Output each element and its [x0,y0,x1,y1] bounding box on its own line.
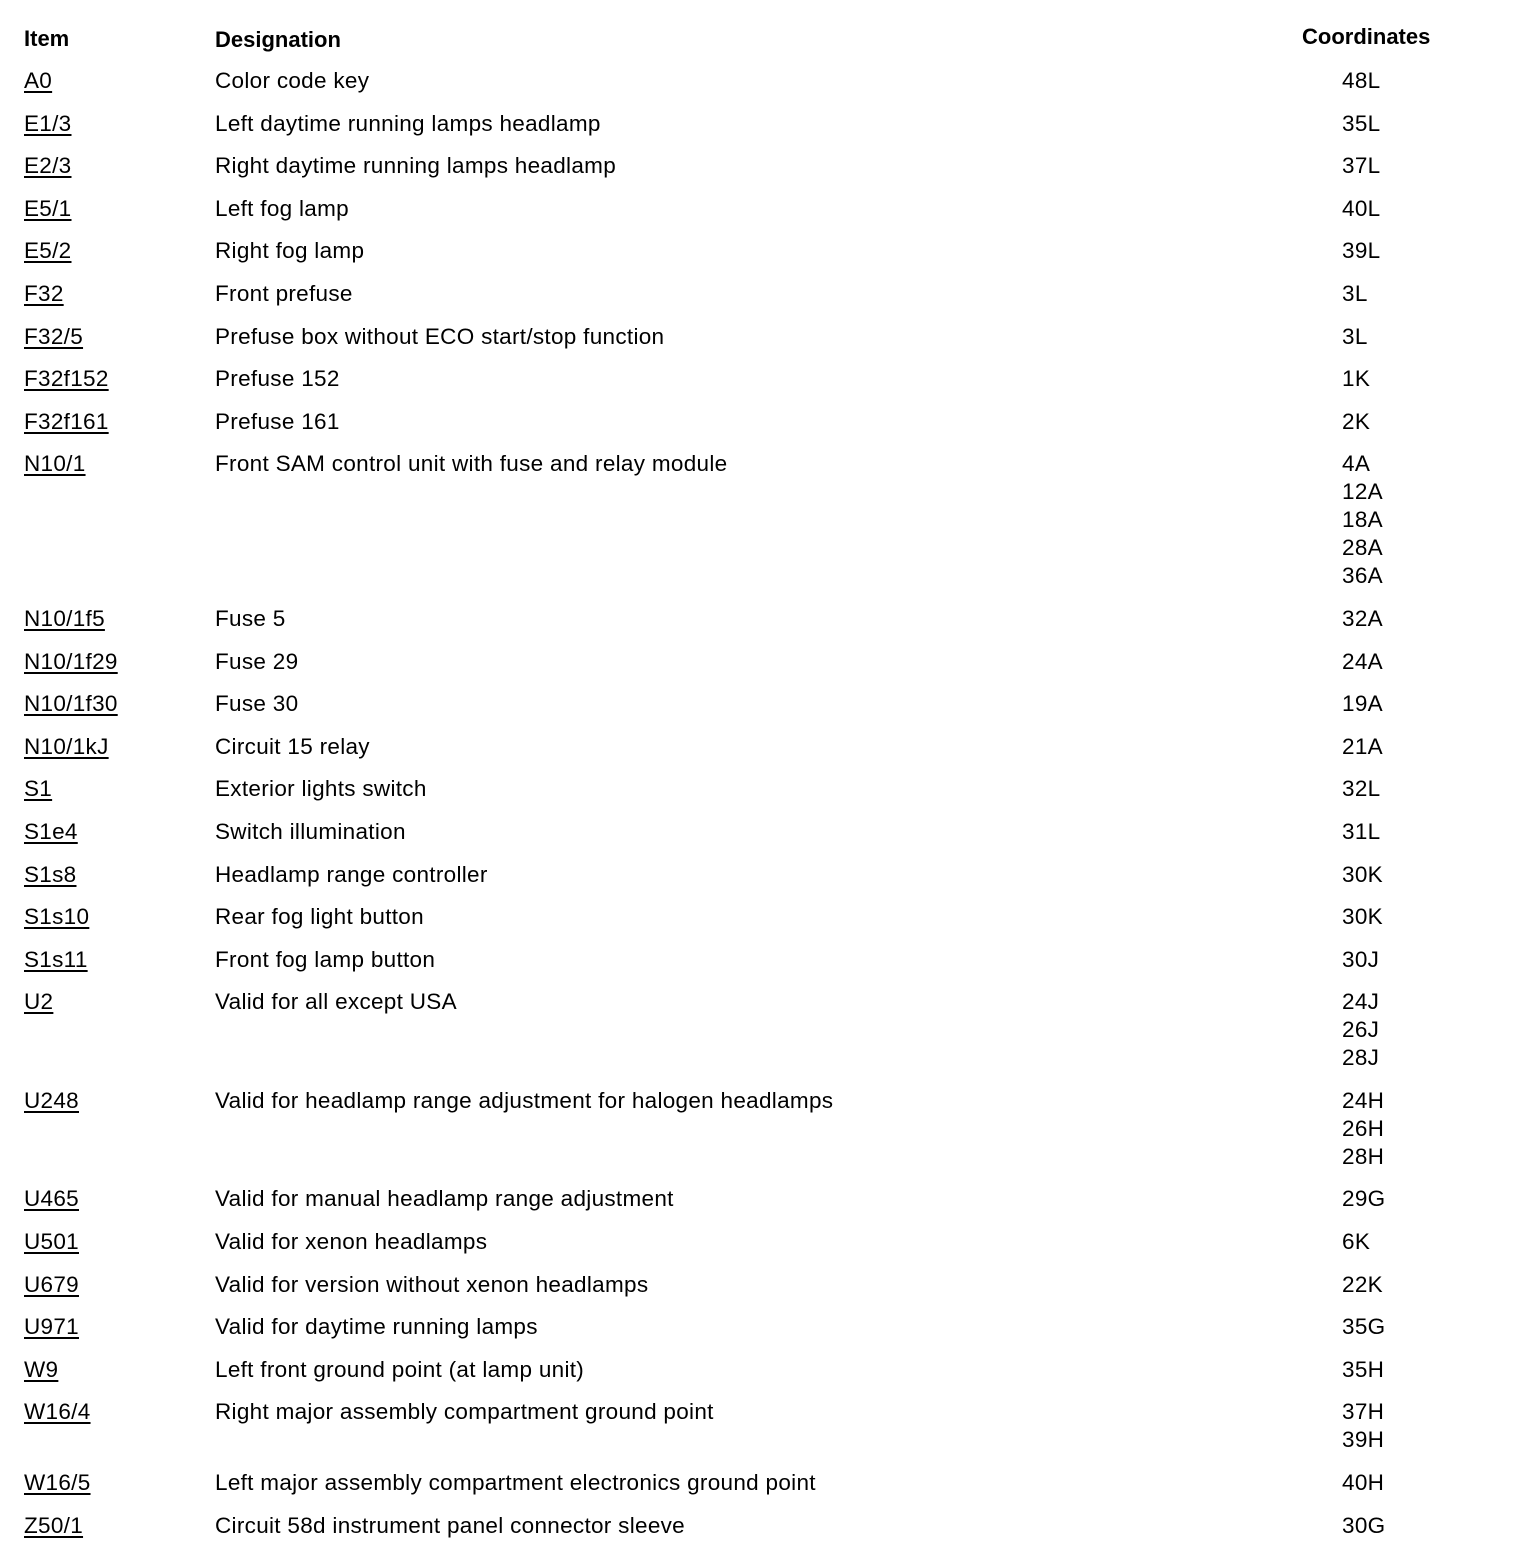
coordinate-value: 12A [1342,479,1383,505]
header-item: Item [24,26,70,51]
header-designation: Designation [215,27,341,52]
coordinates-cell [1342,818,1380,846]
table-row [0,1178,1520,1221]
coordinate-value: 22K [1342,1271,1383,1297]
designation-text: Right major assembly compartment ground point [215,1399,714,1425]
item-link[interactable]: Z50/1 [24,1512,84,1538]
coordinate-value: 39L [1342,238,1381,264]
coordinate-value: 19A [1342,691,1383,717]
table-row [0,316,1520,359]
coordinates-cell [1342,775,1380,803]
coordinate-value: 35H [1342,1356,1385,1382]
coordinate-value: 35L [1342,110,1381,136]
designation-text: Fuse 30 [215,691,299,717]
table-row [0,981,1520,1080]
item-link[interactable]: N10/1f30 [24,691,118,717]
designation-text: Valid for headlamp range adjustment for halogen headlamps [215,1087,834,1113]
designation-text: Front SAM control unit with fuse and relay module [215,451,728,477]
designation-text: Prefuse 152 [215,366,340,392]
table-row [0,273,1520,316]
item-link[interactable]: S1s11 [24,946,88,972]
table-row [0,641,1520,684]
coordinate-value: 24J [1342,989,1380,1015]
item-link[interactable]: E5/1 [24,195,72,221]
coordinate-value: 28H [1342,1143,1385,1169]
item-link[interactable]: F32 [24,280,64,306]
item-link[interactable]: E1/3 [24,110,72,136]
coordinates-cell [1342,690,1383,718]
coordinates-cell [1342,946,1379,974]
coordinate-value: 32L [1342,776,1381,802]
table-row [0,768,1520,811]
table-row [0,1349,1520,1392]
designation-text: Front prefuse [215,280,353,306]
designation-text: Valid for xenon headlamps [215,1229,488,1255]
coordinate-value: 31L [1342,818,1381,844]
item-link[interactable]: E5/2 [24,238,72,264]
table-row [0,230,1520,273]
coordinate-value: 18A [1342,507,1383,533]
coordinates-cell [1342,861,1383,889]
designation-text: Valid for manual headlamp range adjustment [215,1186,674,1212]
designation-text: Left major assembly compartment electronics ground point [215,1470,816,1496]
coordinate-value: 37H [1342,1399,1385,1425]
coordinates-cell [1342,1185,1385,1213]
coordinate-value: 4A [1342,451,1371,477]
coordinate-value: 28A [1342,535,1383,561]
table-row [0,854,1520,897]
table-row [0,103,1520,146]
item-link[interactable]: U679 [24,1271,79,1297]
coordinates-cell [1342,605,1383,633]
coordinate-value: 48L [1342,68,1381,93]
designation-text: Left front ground point (at lamp unit) [215,1356,585,1382]
coordinates-cell [1342,733,1383,761]
item-link[interactable]: U248 [24,1087,79,1113]
coordinate-value: 40L [1342,195,1381,221]
coordinate-value: 24H [1342,1087,1385,1113]
item-link[interactable]: N10/1kJ [24,733,109,759]
table-row [0,358,1520,401]
coordinate-value: 30G [1342,1512,1386,1538]
item-link[interactable]: N10/1f5 [24,605,105,631]
coordinate-value: 24A [1342,648,1383,674]
item-link[interactable]: W16/4 [24,1399,91,1425]
coordinates-cell [1342,67,1380,95]
designation-text: Front fog lamp button [215,946,436,972]
table-row [0,60,1520,103]
item-link[interactable]: U971 [24,1314,79,1340]
coordinates-cell [1342,152,1380,180]
coordinate-value: 30K [1342,861,1383,887]
header-coordinates: Coordinates [1302,24,1431,49]
coordinates-cell [1342,1087,1384,1171]
coordinate-value: 30J [1342,946,1380,972]
designation-text: Rear fog light button [215,904,424,930]
coordinate-value: 28J [1342,1045,1380,1071]
coordinate-value: 40H [1342,1470,1385,1496]
table-row [0,1505,1520,1548]
coordinates-cell [1342,1356,1384,1384]
designation-text: Left daytime running lamps headlamp [215,110,601,136]
designation-text: Valid for daytime running lamps [215,1314,538,1340]
table-row [0,1391,1520,1462]
table-row [0,811,1520,854]
table-row [0,1306,1520,1349]
designation-text: Prefuse 161 [215,408,340,434]
designation-text: Right fog lamp [215,238,365,264]
designation-text: Switch illumination [215,818,406,844]
item-link[interactable]: U465 [24,1186,79,1212]
coordinates-cell [1342,365,1370,393]
coordinate-value: 35G [1342,1314,1386,1340]
coordinate-value: 26H [1342,1115,1385,1141]
table-row [0,188,1520,231]
designation-text: Color code key [215,68,370,93]
coordinates-cell [1342,110,1380,138]
item-link[interactable]: N10/1f29 [24,648,118,674]
designation-text: Fuse 29 [215,648,299,674]
item-link[interactable]: F32/5 [24,323,84,349]
item-link[interactable]: S1e4 [24,818,78,844]
item-link[interactable]: S1s10 [24,904,90,930]
coordinate-value: 32A [1342,605,1383,631]
table-row [0,683,1520,726]
item-link[interactable]: W16/5 [24,1470,91,1496]
designation-text: Circuit 15 relay [215,733,370,759]
coordinate-value: 39H [1342,1427,1385,1453]
designation-text: Prefuse box without ECO start/stop function [215,323,665,349]
coordinates-cell [1342,903,1383,931]
table-row [0,939,1520,982]
table-row [0,443,1520,598]
coordinates-cell [1342,408,1370,436]
coordinate-value: 36A [1342,563,1383,589]
item-link[interactable]: E2/3 [24,153,72,179]
item-link[interactable]: U501 [24,1229,79,1255]
designation-text: Right daytime running lamps headlamp [215,153,617,179]
table-row [0,1462,1520,1505]
coordinate-value: 2K [1342,408,1371,434]
coordinates-cell [1342,988,1379,1072]
coordinate-value: 26J [1342,1017,1380,1043]
item-link[interactable]: W9 [24,1356,59,1382]
item-link[interactable]: S1s8 [24,861,77,887]
coordinate-value: 30K [1342,904,1383,930]
designation-text: Valid for version without xenon headlamps [215,1271,649,1297]
table-header [0,24,1520,56]
item-link[interactable]: S1 [24,776,53,802]
legend-table [0,60,1520,1547]
coordinate-value: 6K [1342,1229,1371,1255]
coordinates-cell [1342,280,1368,308]
coordinates-cell [1342,1398,1384,1454]
coordinate-value: 3L [1342,323,1368,349]
coordinate-value: 3L [1342,280,1368,306]
table-row [0,896,1520,939]
coordinates-cell [1342,1228,1370,1256]
designation-text: Circuit 58d instrument panel connector sleeve [215,1512,685,1538]
item-link[interactable]: F32f161 [24,408,109,434]
designation-text: Left fog lamp [215,195,349,221]
coordinates-cell [1342,323,1368,351]
coordinates-cell [1342,237,1380,265]
coordinates-cell [1342,195,1380,223]
item-link[interactable]: F32f152 [24,366,109,392]
coordinates-cell [1342,1469,1384,1497]
coordinates-cell [1342,1512,1385,1540]
table-row [0,726,1520,769]
table-row [0,598,1520,641]
table-row [0,1221,1520,1264]
coordinate-value: 29G [1342,1186,1386,1212]
table-row [0,1080,1520,1179]
table-row [0,401,1520,444]
item-link[interactable]: U2 [24,989,54,1015]
coordinates-cell [1342,450,1383,590]
designation-text: Exterior lights switch [215,776,427,802]
coordinates-cell [1342,648,1383,676]
coordinate-value: 1K [1342,366,1371,392]
designation-text: Valid for all except USA [215,989,457,1015]
coordinate-value: 21A [1342,733,1383,759]
item-link[interactable]: N10/1 [24,451,86,477]
table-row [0,145,1520,188]
table-row [0,1264,1520,1307]
item-link[interactable]: A0 [24,68,53,93]
designation-text: Headlamp range controller [215,861,488,887]
coordinates-cell [1342,1271,1383,1299]
designation-text: Fuse 5 [215,605,286,631]
coordinate-value: 37L [1342,153,1381,179]
coordinates-cell [1342,1313,1385,1341]
